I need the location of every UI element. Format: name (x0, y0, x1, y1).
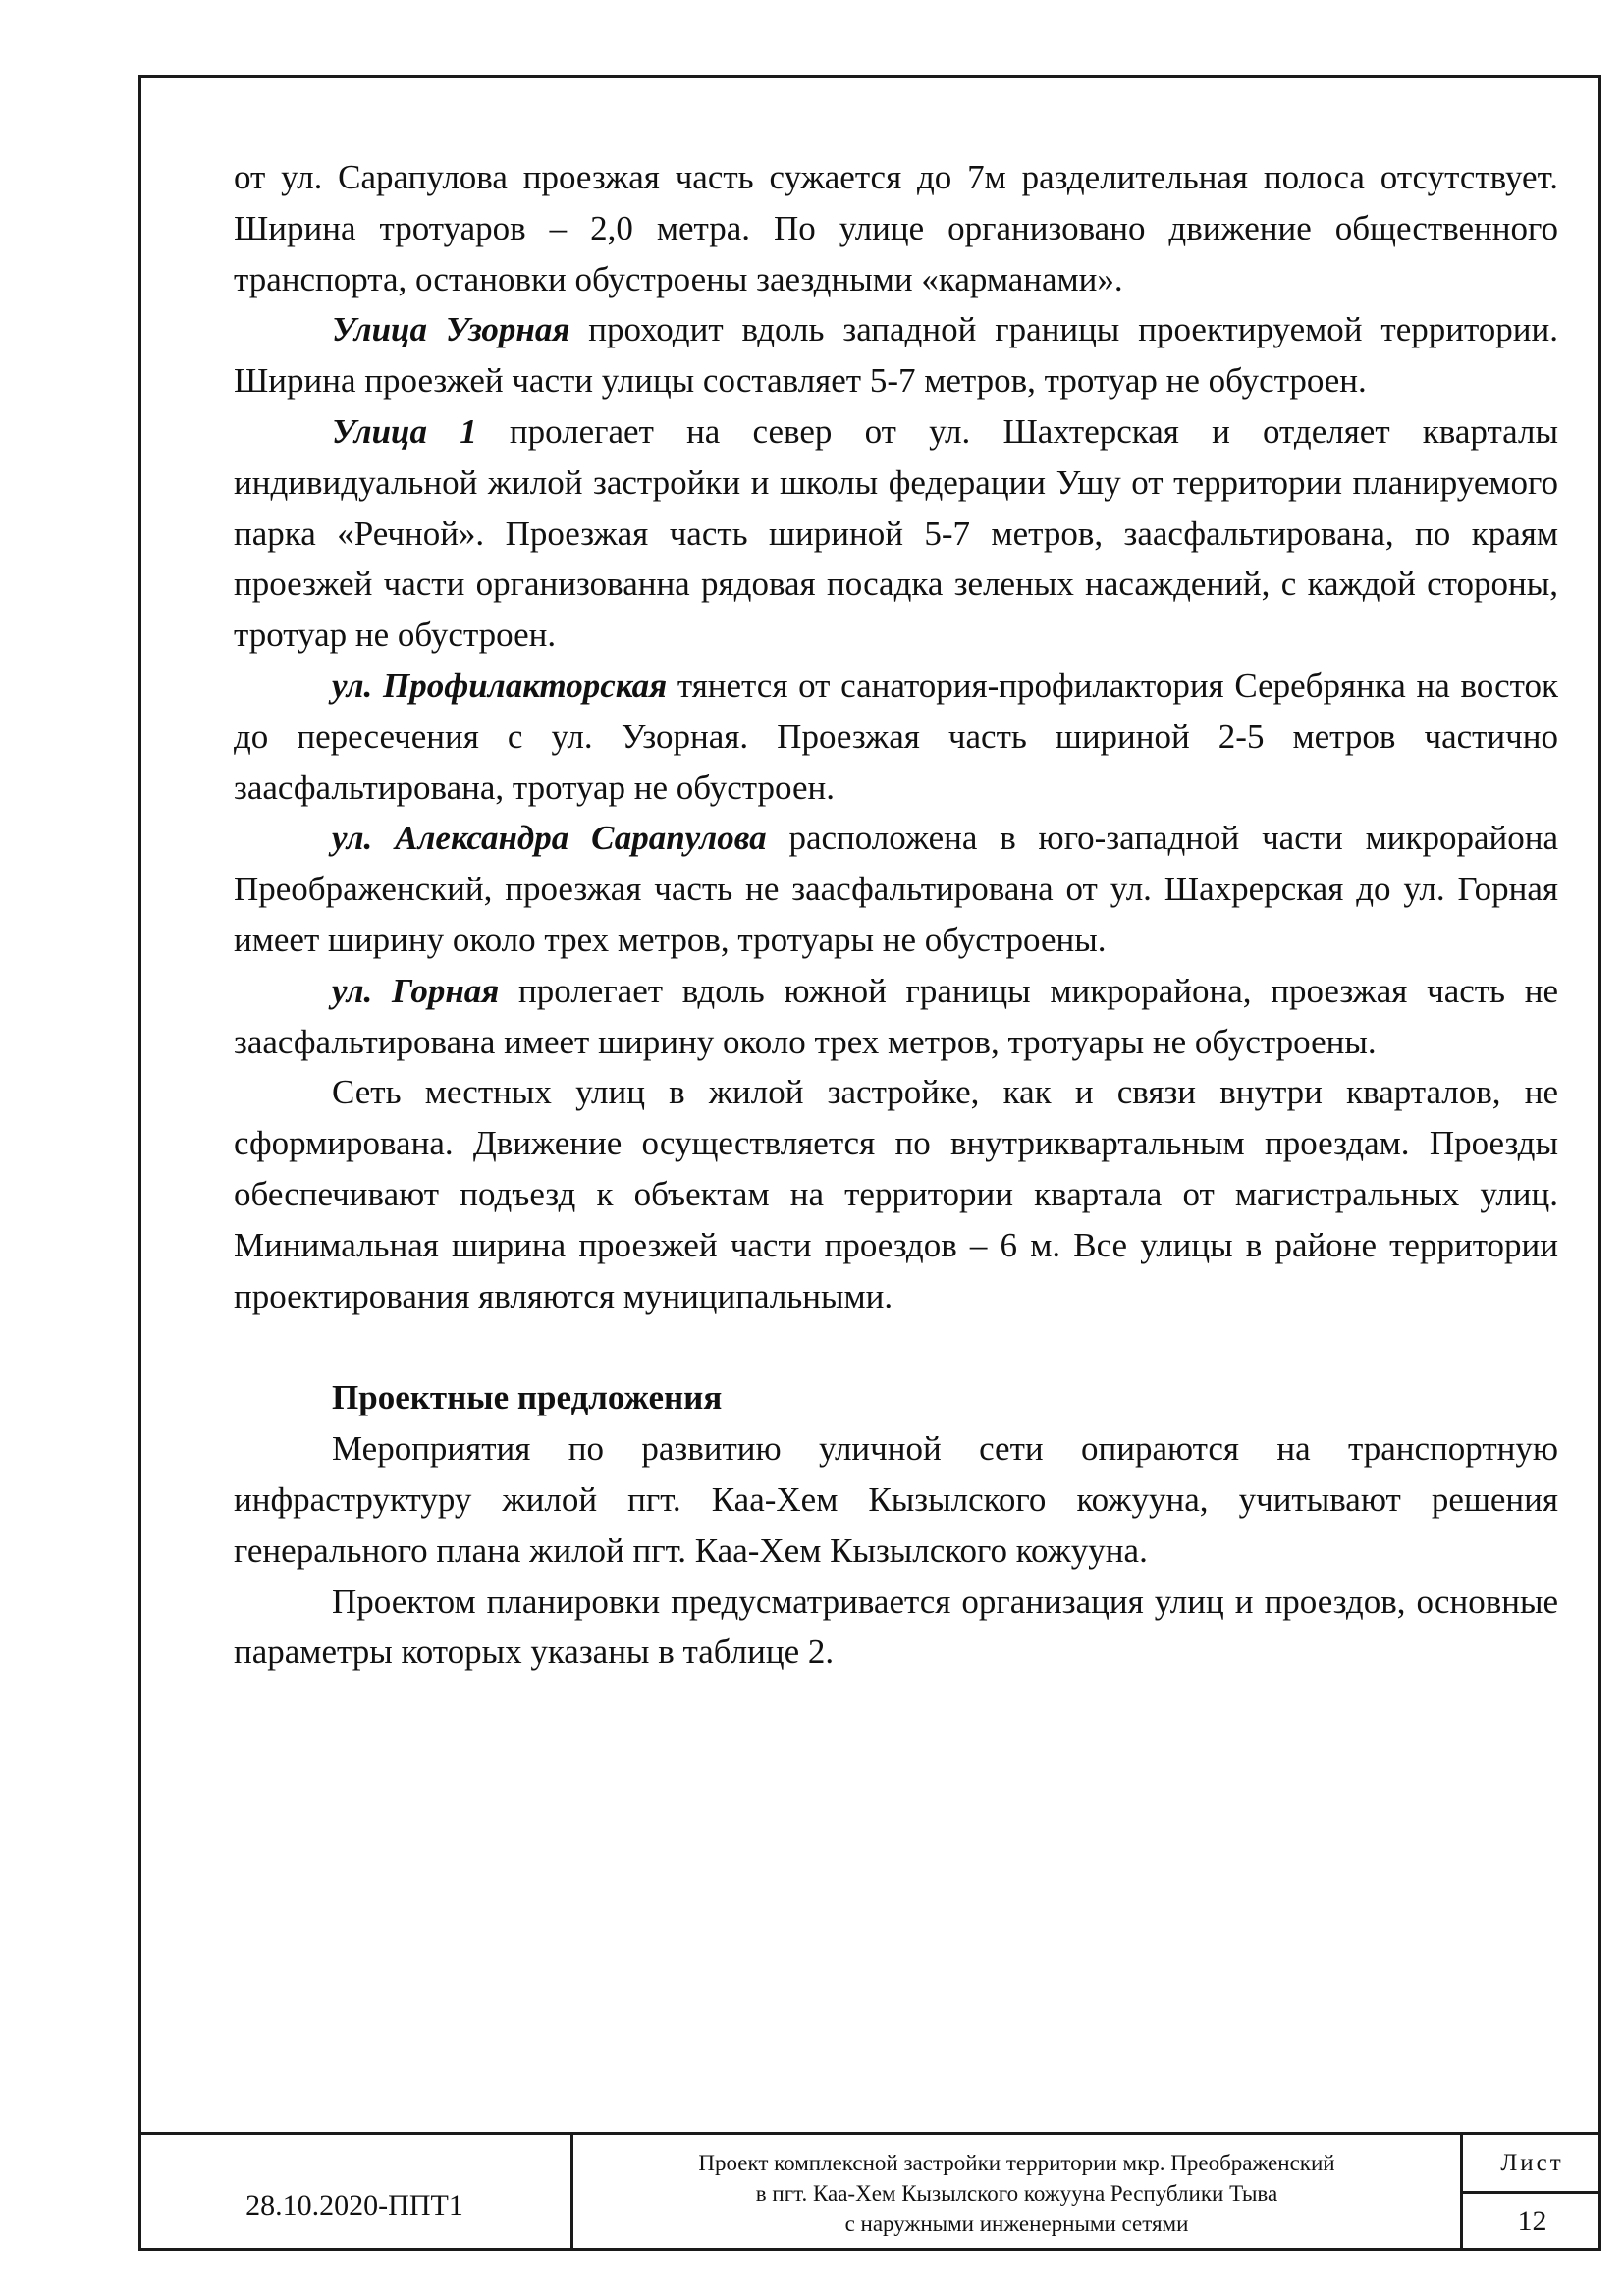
section-spacer (234, 1321, 1558, 1372)
paragraph-text: проходит вдоль западной границы проектируемой территории. Ширина проезжей части улицы составляет 5-7 метров, тротуар не обустроен. (234, 310, 1559, 400)
sheet-number: 12 (1517, 2204, 1547, 2237)
title-block (138, 2132, 1601, 2251)
street-name: Улица 1 (332, 411, 477, 451)
paragraph (234, 1067, 1558, 1321)
street-name: ул. Профилакторская (332, 666, 668, 705)
paragraph: Мероприятия по развитию уличной сети опираются на транспортную инфраструктуру жилой пгт. Каа-Хем Кызылского кожууна, учитывают решения генерального плана жилой пгт. Каа-Хем Кызылского кожууна. (234, 1429, 1558, 1570)
paragraph-text: Сеть местных улиц в жилой застройке, как и связи внутри кварталов, не сформирована. Движение осуществляется по внутриквартальным проездам. Проезды обеспечивают подъезд к объектам на территории квартала от магистральных улиц. Минимальная ширина проезжей части проездов – 6 м. Все улицы в районе территории проектирования являются муниципальными. (234, 1073, 1558, 1315)
document-code: 28.10.2020-ППТ1 (138, 2135, 573, 2251)
project-title-line: в пгт. Каа-Хем Кызылского кожууна Республики Тыва (755, 2180, 1278, 2206)
street-name: ул. Александра Сарапулова (332, 819, 767, 858)
street-name: Улица Узорная (332, 310, 570, 349)
paragraph-text: пролегает на север от ул. Шахтерская и отделяет кварталы индивидуальной жилой застройки и школы федерации Ушу от территории планируемого парка «Речной». Проезжая часть шириной 5-7 метров, заасфальтирована, по краям проезжей части организованна рядовая посадка зеленых насаждений, с каждой стороны, тротуар не обустроен. (234, 411, 1558, 655)
paragraph-text: пролегает вдоль южной границы микрорайона, проезжая часть не заасфальтирована имеет ширину около трех метров, тротуары не обустроены. (234, 971, 1558, 1061)
paragraph (234, 966, 1558, 1068)
sheet-label: Лист (1463, 2135, 1601, 2194)
sheet-box (1463, 2135, 1601, 2251)
paragraph (234, 406, 1558, 661)
paragraph: Проектом планировки предусматривается организация улиц и проездов, основные параметры которых указаны в таблице 2. (234, 1581, 1558, 1672)
section-heading: Проектные предложения (332, 1378, 723, 1417)
document-body (234, 152, 1558, 1678)
paragraph (234, 304, 1558, 406)
project-title-line: Проект комплексной застройки территории мкр. Преображенский (698, 2150, 1335, 2175)
paragraph (234, 813, 1558, 965)
paragraph-text: расположена в юго-западной части микрорайона Преображенский, проезжая часть не заасфальтирована от ул. Шахрерская до ул. Горная имеет ширину около трех метров, тротуары не обустроены. (234, 819, 1559, 959)
project-title-line: с наружными инженерными сетями (844, 2211, 1189, 2236)
paragraph (234, 661, 1558, 813)
project-title (573, 2135, 1463, 2251)
paragraph-text: от ул. Сарапулова проезжая часть сужается до 7м разделительная полоса отсутствует. Ширина тротуаров – 2,0 метра. По улице организовано движение общественного транспорта, остановки обустроены заездными «карманами». (234, 158, 1558, 298)
street-name: ул. Горная (332, 971, 500, 1010)
paragraph-text: тянется от санатория-профилактория Серебрянка на восток до пересечения с ул. Узорная. Проезжая часть шириной 2-5 метров частично заасфальтирована, тротуар не обустроен. (234, 666, 1558, 807)
paragraph (234, 152, 1558, 304)
